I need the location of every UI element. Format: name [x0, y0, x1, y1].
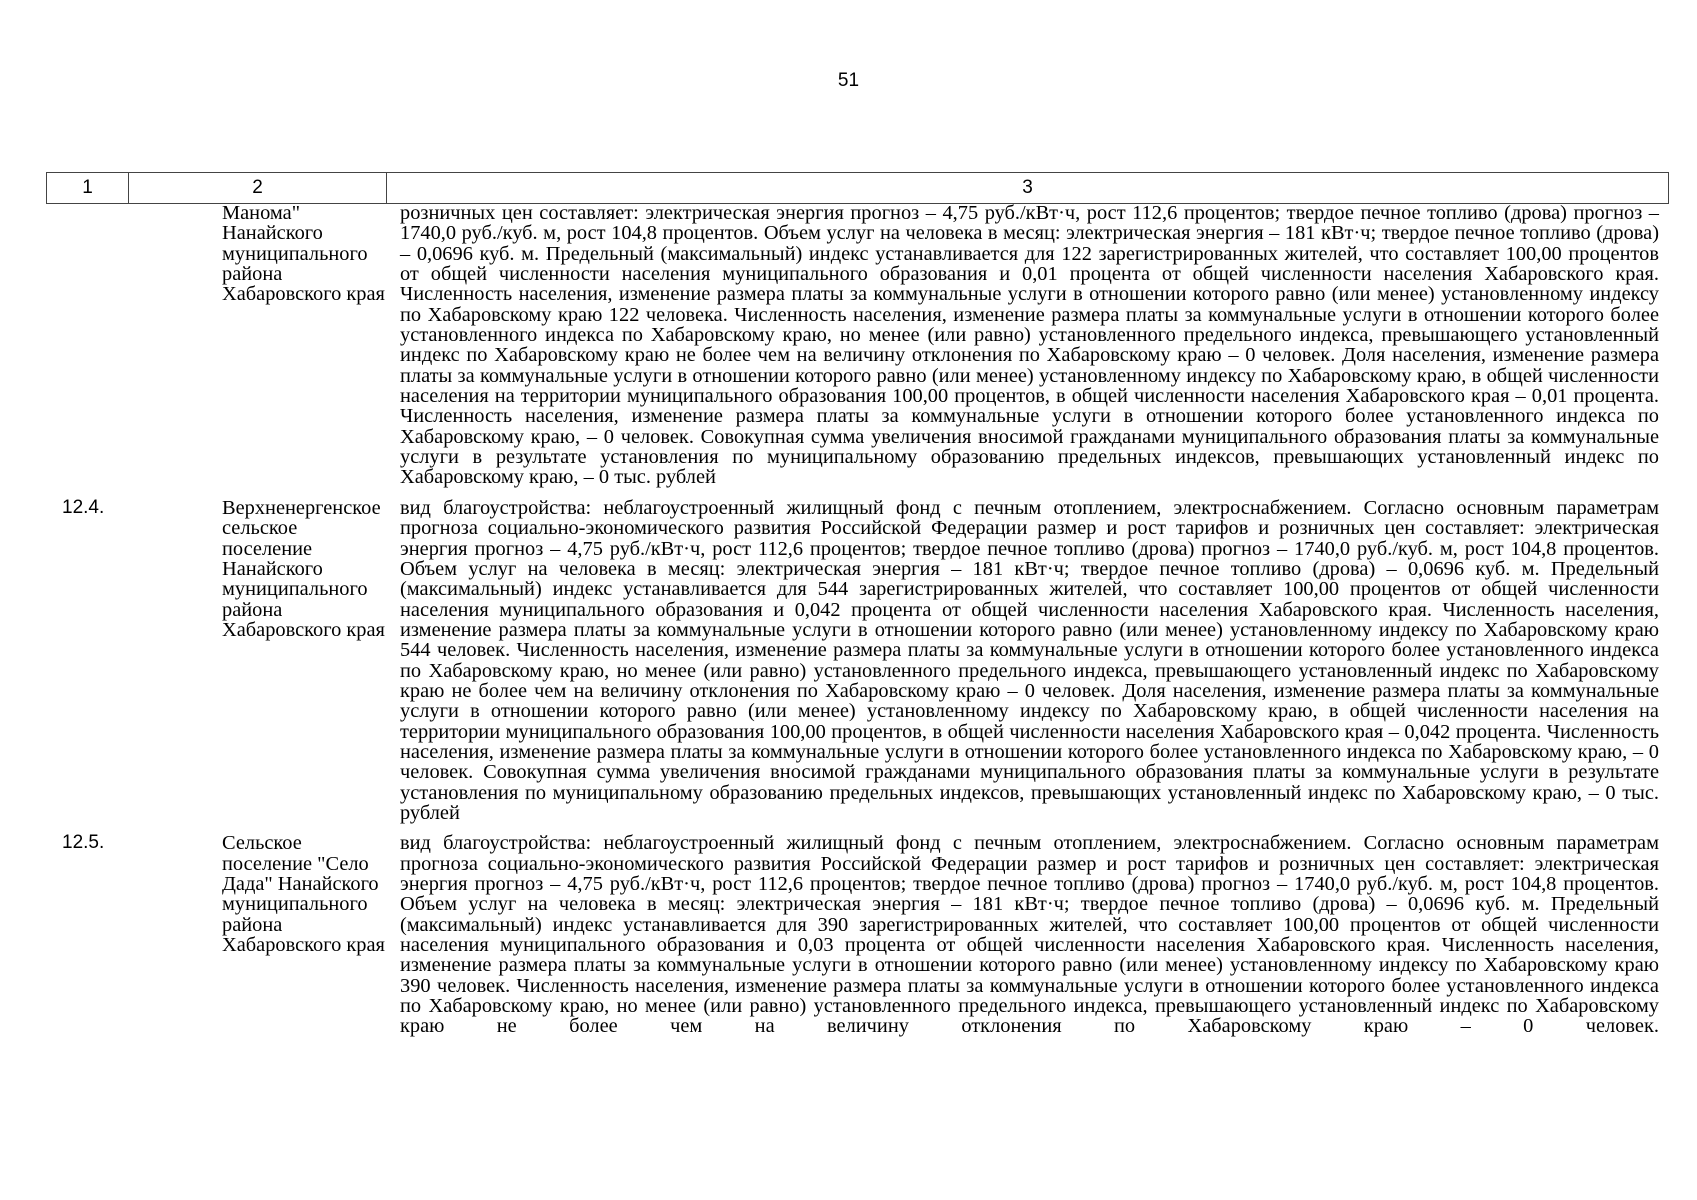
table-row: [46, 498, 1669, 824]
municipality-name: Манома" Нанайского муниципального района Хабаровского края: [222, 202, 385, 306]
header-cell-1: 1: [47, 173, 129, 203]
page-number: 51: [837, 70, 860, 91]
table-body: [46, 203, 1669, 1037]
row-number: 12.5.: [62, 832, 105, 854]
row-description: вид благоустройства: неблагоустроенный жилищный фонд с печным отоплением, электроснабжением. Согласно основным параметрам прогноза социально-экономического развития Российской Федерации размер и рост тарифов и розничных цен составляет: электрическая энергия прогноз – 4,75 руб./кВт·ч, рост 112,6 процентов; твердое печное топливо (дрова) прогноз – 1740,0 руб./куб. м, рост 104,8 процентов. Объем услуг на человека в месяц: электрическая энергия – 181 кВт·ч; твердое печное топливо (дрова) – 0,0696 куб. м. Предельный (максимальный) индекс устанавливается для 390 зарегистрированных жителей, что составляет 100,00 процентов от общей численности населения муниципального образования и 0,03 процента от общей численности населения Хабаровского края. Численность населения, изменение размера платы за коммунальные услуги в отношении которого равно (или менее) установленному индексу по Хабаровскому краю 390 человек. Численность населения, изменение размера платы за коммунальные услуги в отношении которого более установленного индекса по Хабаровскому краю, но менее (или равно) установленного предельного индекса, превышающего установленный индекс по Хабаровскому краю не более чем на величину отклонения по Хабаровскому краю – 0 человек.: [400, 832, 1659, 1038]
table-row: [46, 833, 1669, 1036]
row-number: 12.4.: [62, 496, 105, 518]
municipality-name: Верхненергенское сельское поселение Нанайского муниципального района Хабаровского края: [222, 496, 385, 641]
table-header-row: [46, 172, 1669, 204]
municipality-name: Сельское поселение "Село Дада" Нанайского муниципального района Хабаровского края: [222, 832, 385, 957]
header-cell-2: 2: [129, 173, 387, 203]
row-description: вид благоустройства: неблагоустроенный жилищный фонд с печным отоплением, электроснабжением. Согласно основным параметрам прогноза социально-экономического развития Российской Федерации размер и рост тарифов и розничных цен составляет: электрическая энергия прогноз – 4,75 руб./кВт·ч, рост 112,6 процентов; твердое печное топливо (дрова) прогноз – 1740,0 руб./куб. м, рост 104,8 процентов. Объем услуг на человека в месяц: электрическая энергия – 181 кВт·ч; твердое печное топливо (дрова) – 0,0696 куб. м. Предельный (максимальный) индекс устанавливается для 544 зарегистрированных жителей, что составляет 100,00 процентов от общей численности населения муниципального образования и 0,042 процента от общей численности населения Хабаровского края. Численность населения, изменение размера платы за коммунальные услуги в отношении которого равно (или менее) установленному индексу по Хабаровскому краю 544 человек. Численность населения, изменение размера платы за коммунальные услуги в отношении которого более установленного индекса по Хабаровскому краю, но менее (или равно) установленного предельного индекса, превышающего установленный индекс по Хабаровскому краю не более чем на величину отклонения по Хабаровскому краю – 0 человек. Доля населения, изменение размера платы за коммунальные услуги в отношении которого равно (или менее) установленному индексу по Хабаровскому краю, в общей численности населения на территории муниципального образования 100,00 процентов, в общей численности населения Хабаровского края – 0,042 процента. Численность населения, изменение размера платы за коммунальные услуги в отношении которого более установленного индекса по Хабаровскому краю, – 0 человек. Совокупная сумма увеличения вносимой гражданами муниципального образования платы за коммунальные услуги в результате установления по муниципальному образованию предельных индексов, превышающих установленный индекс по Хабаровскому краю, – 0 тыс. рублей: [400, 496, 1659, 824]
table-row: [46, 203, 1669, 488]
header-cell-3: 3: [1022, 177, 1033, 198]
row-description: розничных цен составляет: электрическая энергия прогноз – 4,75 руб./кВт·ч, рост 112,6 процентов; твердое печное топливо (дрова) прогноз – 1740,0 руб./куб. м, рост 104,8 процентов. Объем услуг на человека в месяц: электрическая энергия – 181 кВт·ч; твердое печное топливо (дрова) – 0,0696 куб. м. Предельный (максимальный) индекс устанавливается для 122 зарегистрированных жителей, что составляет 100,00 процентов от общей численности населения муниципального образования и 0,01 процента от общей численности населения Хабаровского края. Численность населения, изменение размера платы за коммунальные услуги в отношении которого равно (или менее) установленному индексу по Хабаровскому краю 122 человека. Численность населения, изменение размера платы за коммунальные услуги в отношении которого более установленного индекса по Хабаровскому краю, но менее (или равно) установленного предельного индекса, превышающего установленный индекс по Хабаровскому краю не более чем на величину отклонения по Хабаровскому краю – 0 человек. Доля населения, изменение размера платы за коммунальные услуги в отношении которого равно (или менее) установленному индексу по Хабаровскому краю, в общей численности населения на территории муниципального образования 100,00 процентов, в общей численности населения Хабаровского края – 0,01 процента. Численность населения, изменение размера платы за коммунальные услуги в отношении которого более установленного индекса по Хабаровскому краю, – 0 человек. Совокупная сумма увеличения вносимой гражданами муниципального образования платы за коммунальные услуги в результате установления по муниципальному образованию предельных индексов, превышающих установленный индекс по Хабаровскому краю, – 0 тыс. рублей: [400, 202, 1659, 489]
